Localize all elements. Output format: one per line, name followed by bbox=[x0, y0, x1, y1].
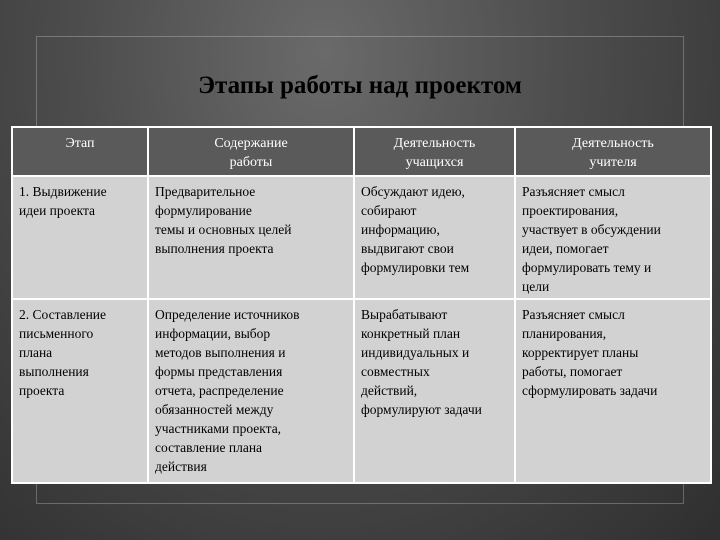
header-teacher-label: Деятельность учителя bbox=[572, 136, 654, 170]
cell-teacher bbox=[515, 299, 711, 483]
cell-content bbox=[148, 299, 354, 483]
cell-text: 1. Выдвижение идеи проекта bbox=[19, 184, 107, 218]
cell-stage bbox=[12, 176, 148, 299]
cell-text: Разъясняет смысл проектирования, участвует в обсуждении идеи, помогает формулировать тему и цели bbox=[522, 184, 661, 294]
cell-students bbox=[354, 176, 515, 299]
header-content bbox=[148, 127, 354, 176]
header-stage bbox=[12, 127, 148, 176]
cell-students bbox=[354, 299, 515, 483]
table-header-row bbox=[12, 127, 711, 176]
cell-text: Определение источников информации, выбор методов выполнения и формы представления отчета, распределение обязанностей между участниками проекта, составление плана действия bbox=[155, 307, 300, 474]
header-teacher bbox=[515, 127, 711, 176]
header-students-label: Деятельность учащихся bbox=[393, 136, 476, 170]
project-stages-table bbox=[11, 126, 712, 484]
cell-stage bbox=[12, 299, 148, 483]
cell-text: Разъясняет смысл планирования, корректирует планы работы, помогает сформулировать задачи bbox=[522, 307, 658, 398]
cell-content bbox=[148, 176, 354, 299]
header-stage-label: Этап bbox=[65, 136, 95, 151]
cell-text: 2. Составление письменного плана выполнения проекта bbox=[19, 307, 107, 398]
cell-teacher bbox=[515, 176, 711, 299]
header-students bbox=[354, 127, 515, 176]
header-content-label: Содержание работы bbox=[214, 136, 288, 170]
table-row bbox=[12, 299, 711, 483]
table-row bbox=[12, 176, 711, 299]
cell-text: Обсуждают идею, собирают информацию, выдвигают свои формулировки тем bbox=[361, 184, 470, 275]
cell-text: Вырабатывают конкретный план индивидуальных и совместных действий, формулируют задачи bbox=[361, 307, 482, 417]
slide-title: Этапы работы над проектом bbox=[198, 72, 522, 99]
cell-text: Предварительное формулирование темы и основных целей выполнения проекта bbox=[155, 184, 292, 256]
